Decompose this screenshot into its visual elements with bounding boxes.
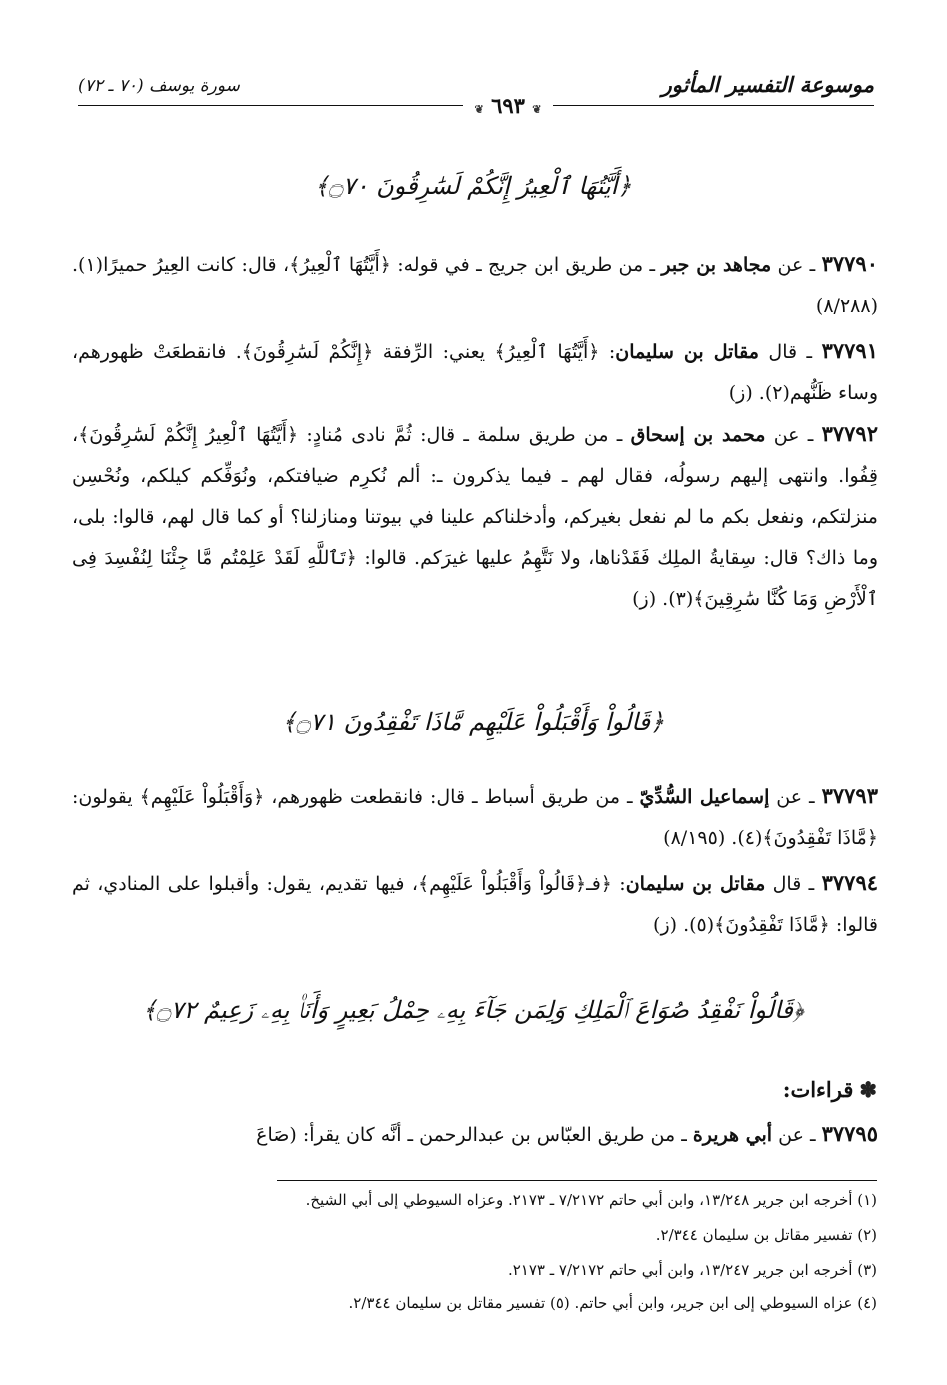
series-title: موسوعة التفسير المأثور <box>661 72 874 97</box>
footnote-2: (٢) تفسير مقاتل بن سليمان ٢/٣٤٤. <box>655 1226 877 1244</box>
narration-lead: ـ عن <box>772 1124 822 1146</box>
narration-lead: ـ قال <box>765 873 822 895</box>
narration-number: ٣٧٧٩١ <box>821 338 878 363</box>
narration-number: ٣٧٧٩٠ <box>821 251 878 276</box>
narration-lead: ـ عن <box>771 254 822 276</box>
narrator-name: محمد بن إسحاق <box>630 424 766 446</box>
narration-text: : ﴿أَيَّتُهَا ٱلْعِيرُ﴾ يعني: الرِّفقة ﴿إِنَّكُمْ لَسَٰرِقُونَ﴾. فانقطعَتْ ظهورهم، وساء ظَنُّهم(٢). (ز) <box>72 341 878 404</box>
narration-37792 <box>72 413 878 620</box>
surah-range: سورة يوسف (٧٠ ـ ٧٢) <box>78 76 240 96</box>
narration-lead: ـ عن <box>765 424 822 446</box>
narration-text: ـ من طريق ابن جريج ـ في قوله: ﴿أَيَّتُهَا ٱلْعِيرُ﴾، قال: كانت العِيرُ حميرًا(١). (٨/٢٨٨) <box>72 254 878 317</box>
page-number-block <box>463 94 553 122</box>
footnote-rule <box>277 1180 877 1181</box>
narration-37791 <box>72 330 878 414</box>
narration-lead: ـ قال <box>758 341 822 363</box>
narrator-name: أبي هريرة <box>692 1124 773 1146</box>
narration-37790 <box>72 243 878 327</box>
narration-number: ٣٧٧٩٢ <box>821 421 878 446</box>
narration-text: : ﴿فـ﴿قَالُواْ وَأَقْبَلُواْ عَلَيْهِم﴾، فيها تقديم، يقول: وأقبلوا على المنادي، ثم قالوا: ﴿مَّاذَا تَفْقِدُونَ﴾(٥). (ز) <box>72 873 878 936</box>
footnote-4-5: (٤) عزاه السيوطي إلى ابن جرير، وابن أبي حاتم. (٥) تفسير مقاتل بن سليمان ٢/٣٤٤. <box>348 1294 877 1312</box>
section-heading <box>783 1077 877 1102</box>
narration-text: ـ من طريق العبّاس بن عبدالرحمن ـ أنَّه كان يقرأ: (صَاعَ <box>256 1124 693 1146</box>
footnote-1: (١) أخرجه ابن جرير ١٣/٢٤٨، وابن أبي حاتم ٧/٢١٧٢ ـ ٢١٧٣. وعزاه السيوطي إلى أبي الشيخ. <box>305 1191 877 1209</box>
running-header <box>78 62 874 122</box>
narration-37793 <box>72 775 878 859</box>
footnote-3: (٣) أخرجه ابن جرير ١٣/٢٤٧، وابن أبي حاتم ٧/٢١٧٢ ـ ٢١٧٣. <box>507 1261 877 1279</box>
ornament-icon: ❦ <box>532 103 542 116</box>
section-title: قراءات: <box>782 1077 854 1102</box>
verse-heading-71: ﴿قَالُواْ وَأَقْبَلُواْ عَلَيْهِم مَّاذَا تَفْقِدُونَ ۝٧١﴾ <box>281 708 665 736</box>
narration-number: ٣٧٧٩٥ <box>821 1121 878 1146</box>
verse-heading-70: ﴿أَيَّتُهَا ٱلْعِيرُ إِنَّكُمْ لَسَٰرِقُونَ ۝٧٠﴾ <box>314 172 632 200</box>
narration-37794 <box>72 862 878 946</box>
narration-number: ٣٧٧٩٤ <box>821 870 879 895</box>
narrator-name: مقاتل بن سليمان <box>625 873 766 895</box>
narration-lead: ـ عن <box>769 786 822 808</box>
page-number: ٦٩٣ <box>491 93 525 118</box>
narrator-name: مقاتل بن سليمان <box>615 341 759 363</box>
narrator-name: إسماعيل السُّدِّيّ <box>639 786 770 808</box>
narration-37795 <box>72 1113 878 1156</box>
verse-heading-72: ﴿قَالُواْ نَفْقِدُ صُوَاعَ ٱلْمَلِكِ وَلِمَن جَآءَ بِهِۦ حِمْلُ بَعِيرٍ وَأَنَا۠ بِهِۦ زَعِيمٌ ۝٧٢﴾ <box>142 996 804 1024</box>
narrator-name: مجاهد بن جبر <box>661 254 772 276</box>
narration-text: ـ من طريق أسباط ـ قال: فانقطعت ظهورهم، ﴿وَأَقْبَلُواْ عَلَيْهِم﴾ يقولون: ﴿مَّاذَا تَفْقِدُونَ﴾(٤). (٨/١٩٥) <box>72 786 878 849</box>
narration-number: ٣٧٧٩٣ <box>821 783 878 808</box>
narration-text: ـ من طريق سلمة ـ قال: ثُمَّ نادى مُنادٍ: ﴿أَيَّتُهَا ٱلْعِيرُ إِنَّكُمْ لَسَٰرِقُونَ﴾، قِفُوا. وانتهى إليهم رسولُه، فقال لهم ـ فيما يذكرون ـ: ألم نُكرِم ضيافتكم، ونُوَفِّكم كيلكم، ونُحْسِن منزلتكم، ونفعل بكم ما لم نفعل بغيركم، وأدخلناكم علينا في بيوتنا ومنازلنا؟ أو كما قال لهم، قالوا: بلى، وما ذاك؟ قال: سِقايةُ الملِك فَقَدْناها، ولا نَتَّهِمُ عليها غيرَكم. قالوا: ﴿تَٱللَّهِ لَقَدْ عَلِمْتُم مَّا جِئْنَا لِنُفْسِدَ فِى ٱلْأَرْضِ وَمَا كُنَّا سَٰرِقِينَ﴾(٣). (ز) <box>72 424 878 610</box>
flower-icon: ✽ <box>859 1077 877 1102</box>
ornament-icon: ❦ <box>474 103 484 116</box>
